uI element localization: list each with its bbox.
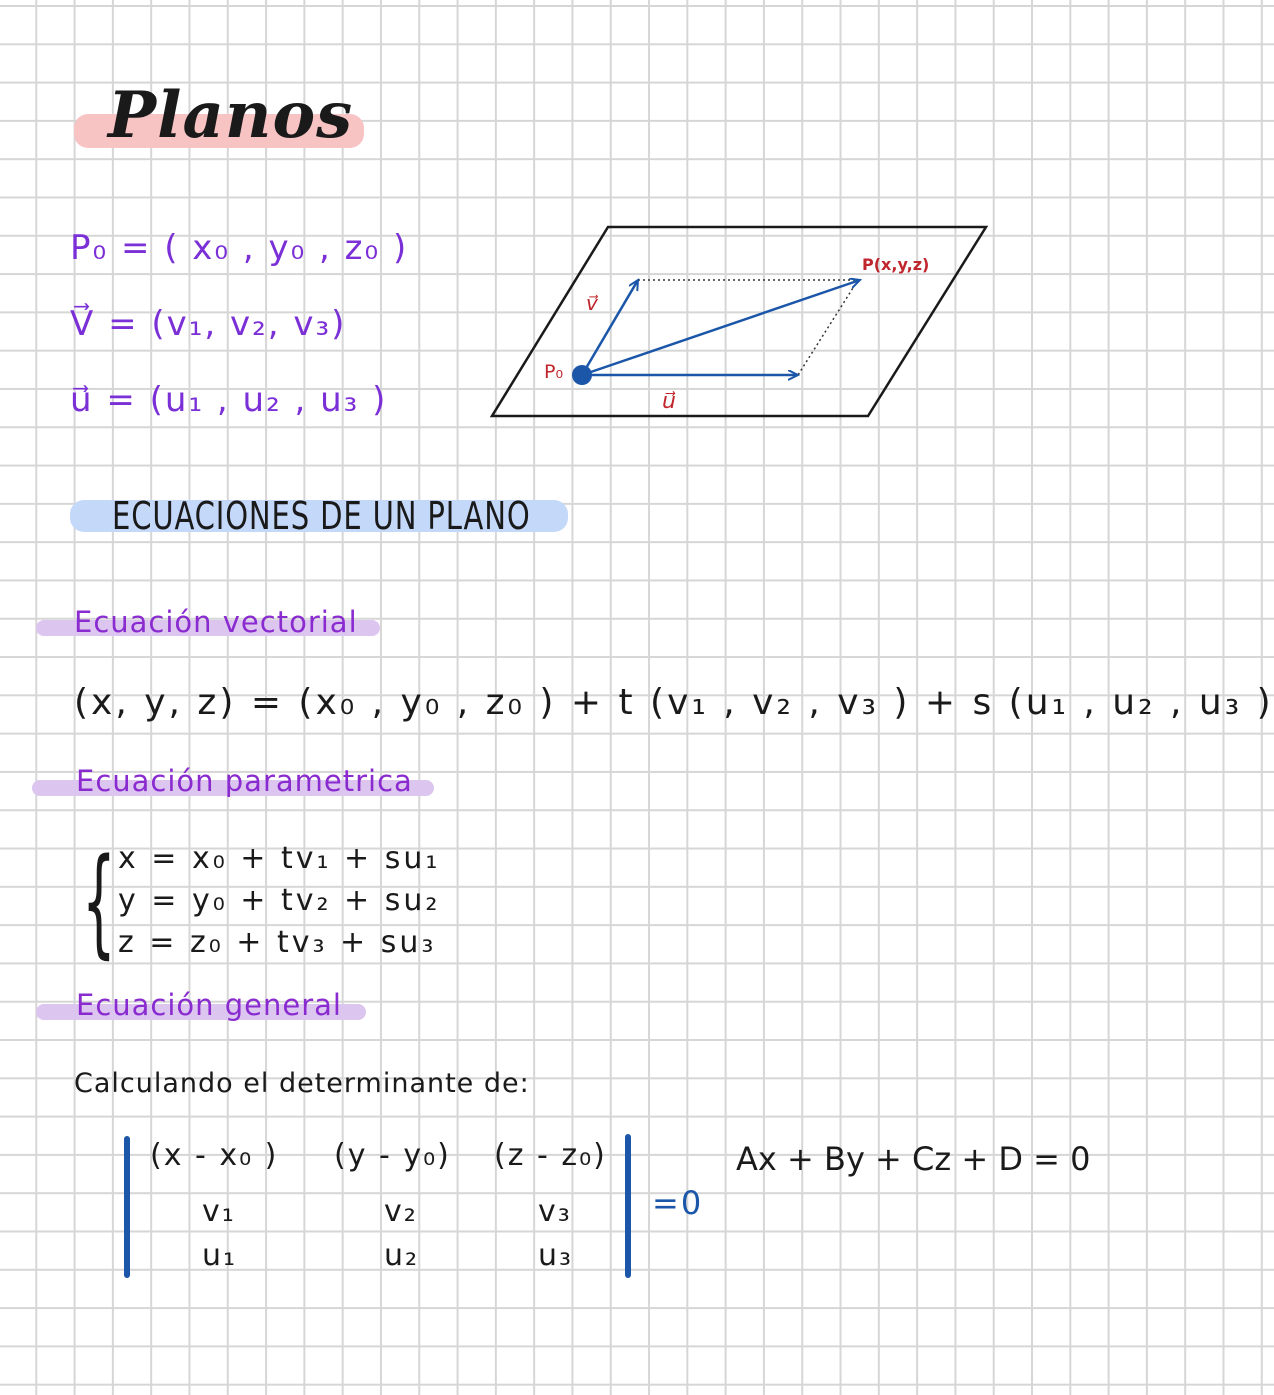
definition-p0: P₀ = ( x₀ , y₀ , z₀ ) <box>70 228 409 268</box>
label-v: v⃗ <box>586 291 598 315</box>
section-heading: ECUACIONES DE UN PLANO <box>112 494 531 538</box>
parametric-line-y: y = y₀ + tv₂ + su₂ <box>118 883 441 918</box>
vector-p0-p-arrow <box>582 280 860 375</box>
matrix-r3-c3: u₃ <box>538 1238 574 1273</box>
vectorial-title: Ecuación vectorial <box>74 605 358 639</box>
label-u: u⃗ <box>662 389 676 414</box>
determinant-equals-zero: =0 <box>652 1184 704 1222</box>
determinant-right-bar <box>625 1134 631 1278</box>
point-p0 <box>572 365 592 385</box>
matrix-r2-c2: v₂ <box>384 1194 418 1229</box>
matrix-r3-c2: u₂ <box>384 1238 420 1273</box>
page-title: Planos <box>108 78 354 153</box>
determinant-left-bar <box>124 1136 130 1278</box>
definition-u: u⃗ = (u₁ , u₂ , u₃ ) <box>70 380 388 420</box>
general-equation: Ax + By + Cz + D = 0 <box>736 1140 1091 1178</box>
parametric-title: Ecuación parametrica <box>76 764 413 798</box>
matrix-r2-c1: v₁ <box>202 1194 236 1229</box>
matrix-r1-c2: (y - y₀) <box>334 1138 451 1173</box>
general-title: Ecuación general <box>76 988 342 1022</box>
matrix-r1-c1: (x - x₀ ) <box>150 1138 279 1173</box>
matrix-r1-c3: (z - z₀) <box>494 1138 607 1173</box>
definition-v: V⃗ = (v₁, v₂, v₃) <box>70 304 347 344</box>
dotted-edge-right <box>798 280 858 375</box>
matrix-r3-c1: u₁ <box>202 1238 238 1273</box>
system-brace: { <box>82 832 116 970</box>
vectorial-equation: (x, y, z) = (x₀ , y₀ , z₀ ) + t (v₁ , v₂ , v₃ ) + s (u₁ , u₂ , u₃ ) <box>74 682 1274 723</box>
label-p0: P₀ <box>544 361 564 383</box>
general-intro: Calculando el determinante de: <box>74 1068 530 1099</box>
matrix-r2-c3: v₃ <box>538 1194 572 1229</box>
parametric-line-z: z = z₀ + tv₃ + su₃ <box>118 925 437 960</box>
label-target-point: P(x,y,z) <box>862 255 930 274</box>
plane-diagram <box>480 210 1000 430</box>
parametric-line-x: x = x₀ + tv₁ + su₁ <box>118 841 441 876</box>
